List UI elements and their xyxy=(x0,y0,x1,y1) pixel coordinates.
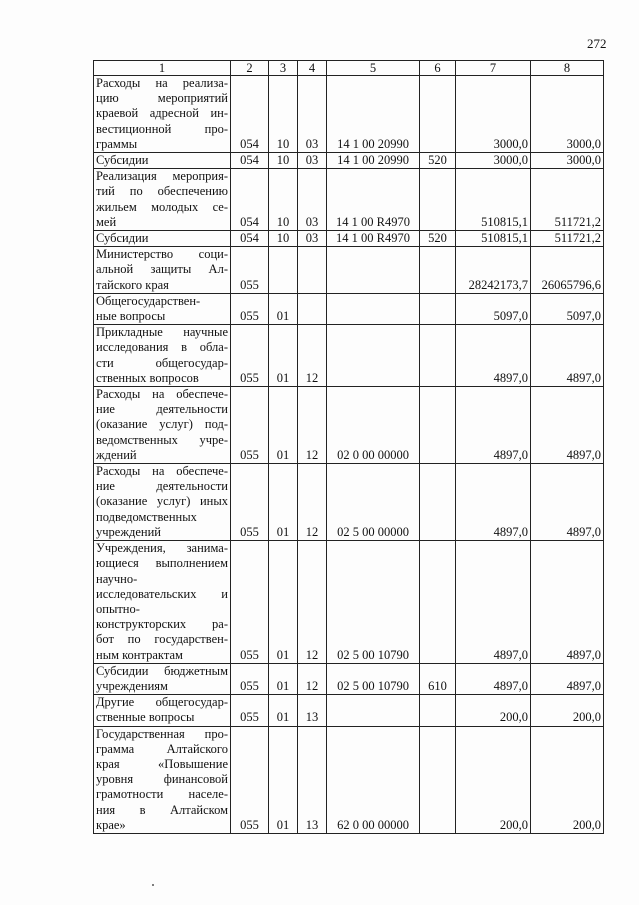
expense-type-cell xyxy=(420,695,456,726)
amount-year1-cell: 3000,0 xyxy=(456,76,531,153)
expense-type-cell: 520 xyxy=(420,153,456,169)
amount-year2-cell: 4897,0 xyxy=(531,387,604,464)
row-name-line: опытно- xyxy=(96,601,140,616)
row-name-line: ведомственных учре- xyxy=(96,432,228,447)
row-name-cell xyxy=(94,541,231,664)
amount-year1-cell: 4897,0 xyxy=(456,663,531,694)
row-name-line: исследования в обла- xyxy=(96,340,228,355)
row-name-line: тайского края xyxy=(96,277,169,292)
row-name-line: ние деятельности xyxy=(96,402,228,417)
row-name-line: научно- xyxy=(96,571,138,586)
amount-year2-cell: 200,0 xyxy=(531,726,604,833)
target-article-cell xyxy=(327,293,420,324)
row-name-line: ным контрактам xyxy=(96,647,183,662)
table-row xyxy=(94,153,604,169)
code-admin-cell: 055 xyxy=(231,726,269,833)
row-name-line: жильем молодых се- xyxy=(96,199,228,214)
code-section-cell: 01 xyxy=(269,325,298,387)
amount-year1-cell: 4897,0 xyxy=(456,325,531,387)
code-section-cell: 01 xyxy=(269,293,298,324)
code-subsection-cell: 03 xyxy=(298,76,327,153)
row-name-cell xyxy=(94,726,231,833)
expense-type-cell xyxy=(420,325,456,387)
code-section-cell: 01 xyxy=(269,663,298,694)
code-section-cell: 01 xyxy=(269,541,298,664)
code-subsection-cell xyxy=(298,293,327,324)
row-name-line: Реализация мероприя- xyxy=(96,169,228,184)
row-name-line: Субсидии xyxy=(96,231,149,246)
row-name-line: грамотности населе- xyxy=(96,787,228,802)
table-row xyxy=(94,726,604,833)
row-name-line: ние деятельности xyxy=(96,479,228,494)
table-row xyxy=(94,169,604,231)
row-name-cell xyxy=(94,695,231,726)
expense-type-cell xyxy=(420,541,456,664)
row-name-line: бот по государствен- xyxy=(96,632,228,647)
code-section-cell: 01 xyxy=(269,387,298,464)
table-row xyxy=(94,325,604,387)
column-header: 3 xyxy=(269,61,298,76)
row-name-line: грамма Алтайского xyxy=(96,741,228,756)
code-subsection-cell: 12 xyxy=(298,541,327,664)
row-name-line: ния в Алтайском xyxy=(96,802,228,817)
code-subsection-cell: 03 xyxy=(298,169,327,231)
target-article-cell: 62 0 00 00000 xyxy=(327,726,420,833)
target-article-cell: 14 1 00 R4970 xyxy=(327,169,420,231)
row-name-line: Учреждения, занима- xyxy=(96,541,228,556)
code-section-cell: 01 xyxy=(269,695,298,726)
code-subsection-cell: 13 xyxy=(298,695,327,726)
row-name-line: Общегосударствен- xyxy=(96,293,201,308)
target-article-cell xyxy=(327,247,420,294)
row-name-line: краевой адресной ин- xyxy=(96,106,228,121)
row-name-cell xyxy=(94,169,231,231)
row-name-line: ждений xyxy=(96,447,137,462)
code-admin-cell: 054 xyxy=(231,153,269,169)
amount-year2-cell: 4897,0 xyxy=(531,325,604,387)
row-name-line: Субсидии бюджетным xyxy=(96,663,228,678)
code-admin-cell: 054 xyxy=(231,169,269,231)
row-name-line: края «Повышение xyxy=(96,756,228,771)
code-admin-cell: 055 xyxy=(231,541,269,664)
amount-year1-cell: 3000,0 xyxy=(456,153,531,169)
amount-year2-cell: 3000,0 xyxy=(531,76,604,153)
code-subsection-cell: 03 xyxy=(298,231,327,247)
code-subsection-cell xyxy=(298,247,327,294)
amount-year1-cell: 510815,1 xyxy=(456,231,531,247)
code-admin-cell: 055 xyxy=(231,293,269,324)
row-name-cell xyxy=(94,293,231,324)
row-name-line: уровня финансовой xyxy=(96,772,228,787)
code-subsection-cell: 12 xyxy=(298,464,327,541)
row-name-line: учреждений xyxy=(96,524,161,539)
column-header: 6 xyxy=(420,61,456,76)
target-article-cell: 14 1 00 20990 xyxy=(327,153,420,169)
row-name-cell xyxy=(94,231,231,247)
row-name-line: альной защиты Ал- xyxy=(96,262,228,277)
row-name-line: Государственная про- xyxy=(96,726,228,741)
budget-table xyxy=(93,60,604,834)
amount-year1-cell: 510815,1 xyxy=(456,169,531,231)
row-name-line: Другие общегосудар- xyxy=(96,695,228,710)
column-header: 4 xyxy=(298,61,327,76)
code-subsection-cell: 03 xyxy=(298,153,327,169)
target-article-cell xyxy=(327,325,420,387)
code-subsection-cell: 12 xyxy=(298,325,327,387)
column-header: 5 xyxy=(327,61,420,76)
amount-year1-cell: 4897,0 xyxy=(456,541,531,664)
row-name-cell xyxy=(94,153,231,169)
expense-type-cell xyxy=(420,247,456,294)
code-section-cell xyxy=(269,247,298,294)
target-article-cell: 02 0 00 00000 xyxy=(327,387,420,464)
code-section-cell: 01 xyxy=(269,726,298,833)
amount-year1-cell: 28242173,7 xyxy=(456,247,531,294)
code-subsection-cell: 13 xyxy=(298,726,327,833)
table-row xyxy=(94,387,604,464)
amount-year2-cell: 3000,0 xyxy=(531,153,604,169)
row-name-cell xyxy=(94,247,231,294)
expense-type-cell xyxy=(420,464,456,541)
row-name-line: вестиционной про- xyxy=(96,121,228,136)
expense-type-cell xyxy=(420,169,456,231)
amount-year2-cell: 26065796,6 xyxy=(531,247,604,294)
row-name-line: конструкторских ра- xyxy=(96,617,228,632)
code-admin-cell: 054 xyxy=(231,76,269,153)
row-name-line: Расходы на обеспече- xyxy=(96,387,228,402)
amount-year2-cell: 4897,0 xyxy=(531,541,604,664)
row-name-line: учреждениям xyxy=(96,678,168,693)
target-article-cell: 02 5 00 00000 xyxy=(327,464,420,541)
row-name-line: ственные вопросы xyxy=(96,710,195,725)
amount-year2-cell: 4897,0 xyxy=(531,464,604,541)
row-name-cell xyxy=(94,663,231,694)
row-name-cell xyxy=(94,76,231,153)
code-section-cell: 10 xyxy=(269,169,298,231)
column-header: 8 xyxy=(531,61,604,76)
column-header: 2 xyxy=(231,61,269,76)
target-article-cell: 02 5 00 10790 xyxy=(327,663,420,694)
expense-type-cell: 610 xyxy=(420,663,456,694)
expense-type-cell xyxy=(420,387,456,464)
row-name-line: подведомственных xyxy=(96,509,197,524)
code-admin-cell: 054 xyxy=(231,231,269,247)
amount-year1-cell: 200,0 xyxy=(456,695,531,726)
amount-year2-cell: 511721,2 xyxy=(531,231,604,247)
code-section-cell: 10 xyxy=(269,231,298,247)
table-row xyxy=(94,464,604,541)
column-header: 7 xyxy=(456,61,531,76)
code-admin-cell: 055 xyxy=(231,464,269,541)
amount-year1-cell: 5097,0 xyxy=(456,293,531,324)
amount-year1-cell: 4897,0 xyxy=(456,387,531,464)
amount-year1-cell: 4897,0 xyxy=(456,464,531,541)
row-name-cell xyxy=(94,387,231,464)
row-name-line: Министерство соци- xyxy=(96,247,228,262)
expense-type-cell xyxy=(420,293,456,324)
amount-year2-cell: 5097,0 xyxy=(531,293,604,324)
row-name-line: ственных вопросов xyxy=(96,370,199,385)
code-section-cell: 10 xyxy=(269,153,298,169)
scan-speck xyxy=(152,884,154,886)
row-name-line: ющиеся выполнением xyxy=(96,556,228,571)
code-section-cell: 01 xyxy=(269,464,298,541)
column-header: 1 xyxy=(94,61,231,76)
table-row xyxy=(94,247,604,294)
expense-type-cell: 520 xyxy=(420,231,456,247)
row-name-line: ные вопросы xyxy=(96,309,166,324)
row-name-line: Расходы на реализа- xyxy=(96,76,228,90)
table-row xyxy=(94,663,604,694)
code-subsection-cell: 12 xyxy=(298,663,327,694)
code-admin-cell: 055 xyxy=(231,387,269,464)
target-article-cell xyxy=(327,695,420,726)
row-name-line: крае» xyxy=(96,817,126,832)
row-name-line: исследовательских и xyxy=(96,586,228,601)
table-row xyxy=(94,76,604,153)
code-section-cell: 10 xyxy=(269,76,298,153)
row-name-line: цию мероприятий xyxy=(96,91,228,106)
code-admin-cell: 055 xyxy=(231,695,269,726)
amount-year2-cell: 200,0 xyxy=(531,695,604,726)
row-name-line: сти общегосудар- xyxy=(96,355,228,370)
target-article-cell: 14 1 00 R4970 xyxy=(327,231,420,247)
table-row xyxy=(94,695,604,726)
table-row xyxy=(94,293,604,324)
row-name-line: Субсидии xyxy=(96,153,149,168)
amount-year1-cell: 200,0 xyxy=(456,726,531,833)
row-name-line: мей xyxy=(96,214,117,229)
row-name-line: (оказание услуг) под- xyxy=(96,417,228,432)
row-name-cell xyxy=(94,464,231,541)
row-name-line: Прикладные научные xyxy=(96,325,228,340)
page-number: 272 xyxy=(587,36,607,51)
amount-year2-cell: 4897,0 xyxy=(531,663,604,694)
code-subsection-cell: 12 xyxy=(298,387,327,464)
row-name-line: граммы xyxy=(96,136,138,151)
table-row xyxy=(94,231,604,247)
amount-year2-cell: 511721,2 xyxy=(531,169,604,231)
code-admin-cell: 055 xyxy=(231,663,269,694)
target-article-cell: 02 5 00 10790 xyxy=(327,541,420,664)
expense-type-cell xyxy=(420,726,456,833)
code-admin-cell: 055 xyxy=(231,325,269,387)
expense-type-cell xyxy=(420,76,456,153)
row-name-line: тий по обеспечению xyxy=(96,184,228,199)
target-article-cell: 14 1 00 20990 xyxy=(327,76,420,153)
table-row xyxy=(94,541,604,664)
table-header-row xyxy=(94,61,604,76)
row-name-cell xyxy=(94,325,231,387)
row-name-line: Расходы на обеспече- xyxy=(96,464,228,479)
row-name-line: (оказание услуг) иных xyxy=(96,494,228,509)
code-admin-cell: 055 xyxy=(231,247,269,294)
